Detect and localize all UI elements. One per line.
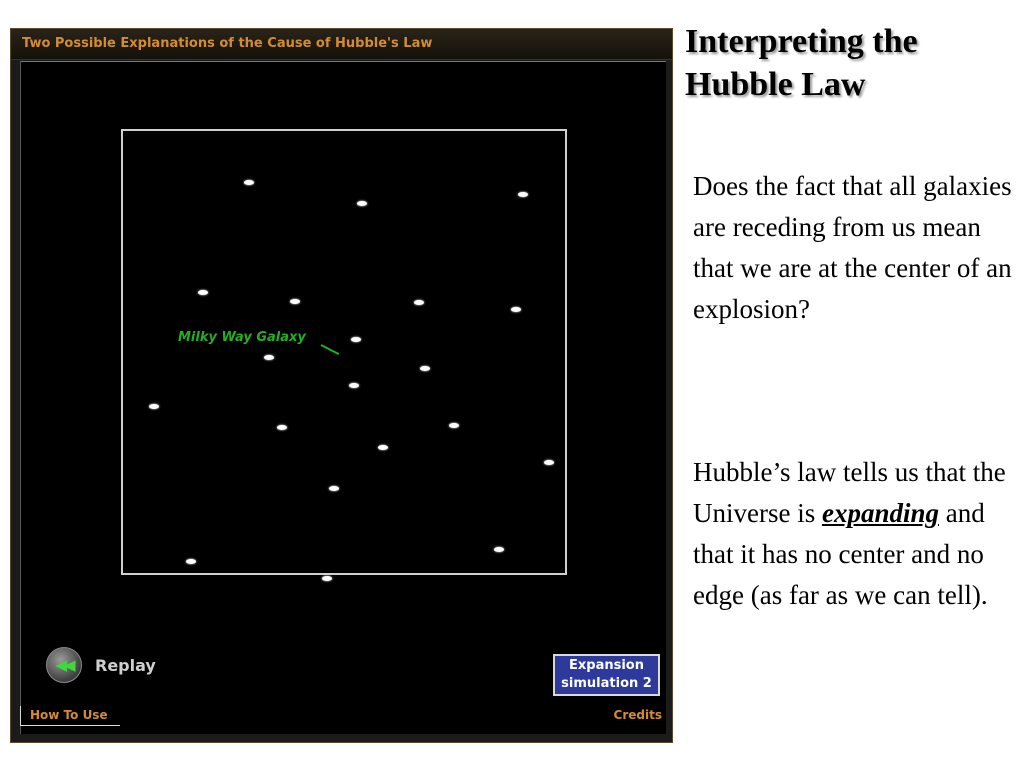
galaxy-dot (449, 423, 459, 428)
replay-label[interactable]: Replay (95, 655, 156, 675)
simulation-stage (20, 61, 666, 734)
galaxy-dot (494, 547, 504, 552)
galaxy-dot (420, 366, 430, 371)
galaxy-dot (277, 425, 287, 430)
simulation-footer (11, 706, 672, 742)
paragraph-answer (693, 452, 1013, 616)
galaxy-dot (357, 201, 367, 206)
slide-title: Interpreting the Hubble Law (685, 23, 918, 103)
galaxy-dot (244, 180, 254, 185)
expansion-button-line1: Expansion (569, 658, 644, 673)
rewind-icon[interactable]: ◀◀ (46, 647, 82, 683)
expansion-simulation-2-button[interactable] (553, 654, 660, 696)
galaxy-dot (186, 559, 196, 564)
replay-button[interactable] (46, 647, 156, 683)
galaxy-dot (351, 337, 361, 342)
galaxy-dot (544, 460, 554, 465)
galaxy-dot (414, 300, 424, 305)
hubble-simulation-panel (10, 28, 673, 743)
expansion-button-line2: simulation 2 (561, 676, 652, 691)
paragraph-question: Does the fact that all galaxies are receding from us mean that we are at the center of an explosion? (693, 171, 1012, 324)
how-to-use-label[interactable]: How To Use (30, 708, 108, 722)
galaxy-dot (329, 486, 339, 491)
galaxy-dot (378, 445, 388, 450)
milky-way-label: Milky Way Galaxy (178, 330, 306, 345)
expanding-emphasis: expanding (821, 498, 940, 528)
galaxy-dot (290, 299, 300, 304)
simulation-title: Two Possible Explanations of the Cause of Hubble's Law (22, 36, 433, 51)
galaxy-dot (149, 404, 159, 409)
universe-box (121, 129, 567, 575)
simulation-title-bar (11, 29, 672, 60)
galaxy-dot (518, 192, 528, 197)
galaxy-dot (198, 290, 208, 295)
galaxy-dot (511, 307, 521, 312)
credits-link[interactable]: Credits (613, 708, 662, 722)
galaxy-dot (264, 355, 274, 360)
paragraph-answer-after: and that it has no center and no edge (as far as we can tell). (693, 498, 988, 610)
paragraph-answer-before: Hubble’s law tells us that the Universe is (693, 457, 1006, 528)
galaxy-dot (322, 576, 332, 581)
milky-way-galaxy-dot (349, 383, 359, 388)
how-to-use-tab[interactable] (20, 706, 120, 726)
